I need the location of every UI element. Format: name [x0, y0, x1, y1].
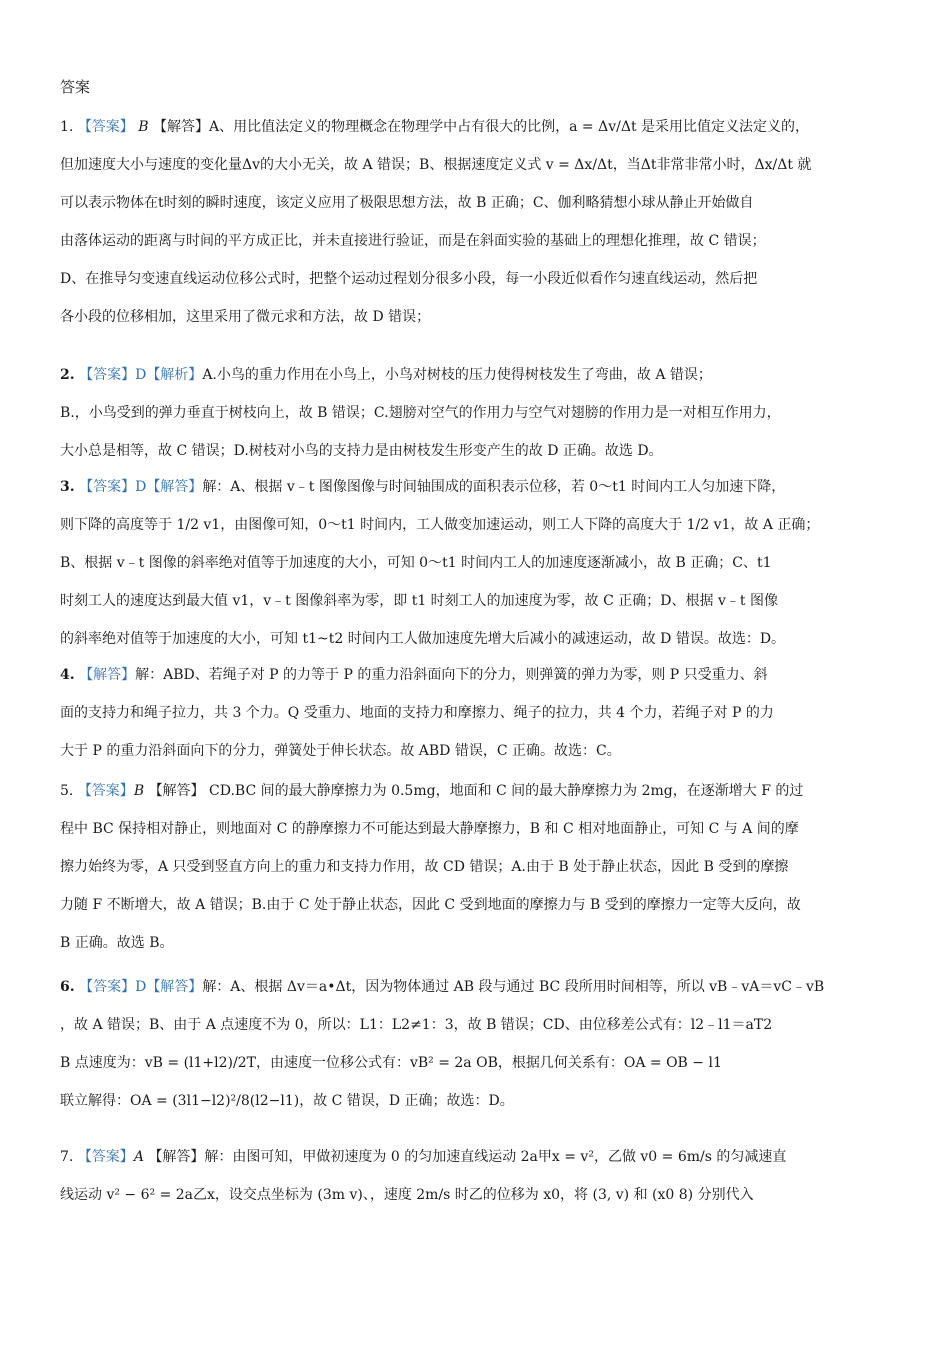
- q3-line-1: 3. 【答案】D【解答】解：A、根据 v﹣t 图像图像与时间轴围成的面积表示位移，若 0～t1 时间内工人匀加速下降，: [60, 479, 786, 495]
- page-title: 答案: [60, 78, 91, 96]
- q2-line-3: 大小总是相等，故 C 错误；D.树枝对小鸟的支持力是由树枝发生形变产生的故 D 正确。故选 D。: [60, 443, 663, 459]
- q1-line-5: D、在推导匀变速直线运动位移公式时，把整个运动过程划分很多小段，每一小段近似看作匀速直线运动，然后把: [60, 271, 758, 287]
- q3-line-5: 的斜率绝对值等于加速度的大小，可知 t1~t2 时间内工人做加速度先增大后减小的减速运动，故 D 错误。故选：D。: [60, 631, 786, 647]
- q4-line-3: 大于 P 的重力沿斜面向下的分力，弹簧处于伸长状态。故 ABD 错误，C 正确。故选：C。: [60, 743, 621, 759]
- q5-line-1: 5. 【答案】B 【解答】 CD.BC 间的最大静摩擦力为 0.5mg，地面和 C 间的最大静摩擦力为 2mg，在逐渐增大 F 的过: [60, 783, 804, 799]
- q4-line-1: 4. 【解答】解：ABD、若绳子对 P 的力等于 P 的重力沿斜面向下的分力，则弹簧的弹力为零，则 P 只受重力、斜: [60, 667, 768, 683]
- answer-item-6: [60, 968, 900, 1120]
- q6-line-2: ，故 A 错误；B、由于 A 点速度不为 0，所以：L1：L2≠1：3，故 B 错误；CD、由位移差公式有：l2﹣l1＝aT2: [60, 1017, 773, 1033]
- q1-line-3: 可以表示物体在t时刻的瞬时速度，该定义应用了极限思想方法，故 B 正确；C、伽利略猜想小球从静止开始做自: [60, 195, 754, 211]
- answer-item-2: [60, 356, 900, 470]
- answer-item-1: [60, 108, 900, 336]
- answer-item-7: [60, 1138, 900, 1214]
- q2-line-1: 2. 【答案】D【解析】A.小鸟的重力作用在小鸟上，小鸟对树枝的压力使得树枝发生了弯曲，故 A 错误；: [60, 367, 712, 383]
- q1-line-1: 1. 【答案】 B 【解答】A、用比值法定义的物理概念在物理学中占有很大的比例，a = Δv/Δt 是采用比值定义法定义的，: [60, 119, 810, 135]
- answer-item-5: [60, 772, 900, 962]
- q3-line-3: B、根据 v﹣t 图像的斜率绝对值等于加速度的大小，可知 0～t1 时间内工人的加速度逐渐减小，故 B 正确；C、t1: [60, 555, 772, 571]
- q6-line-1: 6. 【答案】D【解答】解：A、根据 Δv＝a•Δt，因为物体通过 AB 段与通过 BC 段所用时间相等，所以 vB﹣vA＝vC﹣vB: [60, 979, 825, 995]
- q2-line-2: B.，小鸟受到的弹力垂直于树枝向上，故 B 错误；C.翅膀对空气的作用力与空气对翅膀的作用力是一对相互作用力，: [60, 405, 781, 421]
- q7-line-2: 线运动 v² − 6² = 2a乙x，设交点坐标为 (3m v)、，速度 2m/s 时乙的位移为 x0，将 (3, v) 和 (x0 8) 分别代入: [60, 1187, 754, 1203]
- q6-line-4: 联立解得：OA = (3l1−l2)²/8(l2−l1)，故 C 错误，D 正确；故选：D。: [60, 1093, 514, 1109]
- q1-line-2: 但加速度大小与速度的变化量Δv的大小无关，故 A 错误；B、根据速度定义式 v = Δx/Δt，当Δt非常非常小时，Δx/Δt 就: [60, 157, 812, 173]
- answer-item-3: [60, 468, 900, 658]
- q3-line-4: 时刻工人的速度达到最大值 v1，v﹣t 图像斜率为零，即 t1 时刻工人的加速度为零，故 C 正确；D、根据 v﹣t 图像: [60, 593, 778, 609]
- q5-line-2: 程中 BC 保持相对静止，则地面对 C 的静摩擦力不可能达到最大静摩擦力，B 和 C 相对地面静止，可知 C 与 A 间的摩: [60, 821, 799, 837]
- q5-line-5: B 正确。故选 B。: [60, 935, 174, 951]
- q1-line-4: 由落体运动的距离与时间的平方成正比，并未直接进行验证，而是在斜面实验的基础上的理想化推理，故 C 错误；: [60, 233, 766, 249]
- q3-line-2: 则下降的高度等于 1/2 v1，由图像可知，0～t1 时间内，工人做变加速运动，则工人下降的高度大于 1/2 v1，故 A 正确；: [60, 517, 820, 533]
- q4-line-2: 面的支持力和绳子拉力，共 3 个力。Q 受重力、地面的支持力和摩擦力、绳子的拉力，共 4 个力，若绳子对 P 的力: [60, 705, 774, 721]
- q1-line-6: 各小段的位移相加，这里采用了微元求和方法，故 D 错误；: [60, 309, 431, 325]
- q5-line-4: 力随 F 不断增大，故 A 错误；B.由于 C 处于静止状态，因此 C 受到地面的摩擦力与 B 受到的摩擦力一定等大反向，故: [60, 897, 801, 913]
- q5-line-3: 擦力始终为零，A 只受到竖直方向上的重力和支持力作用，故 CD 错误；A.由于 B 处于静止状态，因此 B 受到的摩擦: [60, 859, 789, 875]
- answer-item-4: [60, 656, 900, 770]
- q6-line-3: B 点速度为：vB = (l1+l2)/2T，由速度一位移公式有：vB² = 2a OB，根据几何关系有：OA = OB − l1: [60, 1055, 722, 1071]
- q7-line-1: 7. 【答案】A 【解答】解：由图可知，甲做初速度为 0 的匀加速直线运动 2a甲x = v²，乙做 v0 = 6m/s 的匀减速直: [60, 1149, 787, 1165]
